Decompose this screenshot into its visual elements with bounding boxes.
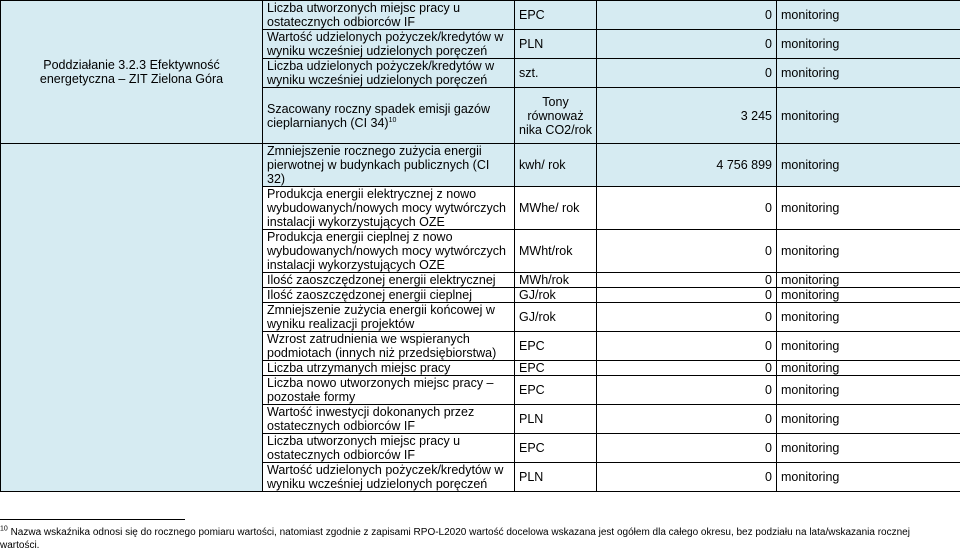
indicator-cell: Wartość udzielonych pożyczek/kredytów w wyniku wcześniej udzielonych poręczeń bbox=[263, 30, 515, 59]
value-cell: 0 bbox=[597, 59, 777, 88]
source-cell: monitoring bbox=[777, 463, 960, 492]
unit-cell: EPC bbox=[515, 1, 597, 30]
source-cell: monitoring bbox=[777, 273, 960, 288]
footnote bbox=[0, 526, 940, 552]
value-cell: 4 756 899 bbox=[597, 144, 777, 187]
value-cell: 0 bbox=[597, 463, 777, 492]
source-cell: monitoring bbox=[777, 434, 960, 463]
indicator-cell: Wartość udzielonych pożyczek/kredytów w wyniku wcześniej udzielonych poręczeń bbox=[263, 463, 515, 492]
source-cell: monitoring bbox=[777, 59, 960, 88]
source-cell: monitoring bbox=[777, 376, 960, 405]
indicator-cell: Wartość inwestycji dokonanych przez ostatecznych odbiorców IF bbox=[263, 405, 515, 434]
indicator-cell: Zmniejszenie zużycia energii końcowej w wyniku realizacji projektów bbox=[263, 303, 515, 332]
value-cell: 0 bbox=[597, 332, 777, 361]
indicator-text: Szacowany roczny spadek emisji gazów cieplarnianych (CI 34) bbox=[267, 102, 490, 130]
value-cell: 0 bbox=[597, 405, 777, 434]
indicator-cell: Wzrost zatrudnienia we wspieranych podmiotach (innych niż przedsiębiorstwa) bbox=[263, 332, 515, 361]
indicator-cell: Produkcja energii cieplnej z nowo wybudowanych/nowych mocy wytwórczych instalacji wykorzystujących OZE bbox=[263, 230, 515, 273]
indicator-cell: Liczba utworzonych miejsc pracy u ostatecznych odbiorców IF bbox=[263, 434, 515, 463]
source-cell: monitoring bbox=[777, 288, 960, 303]
source-cell: monitoring bbox=[777, 303, 960, 332]
source-cell: monitoring bbox=[777, 405, 960, 434]
footnote-ref: 10 bbox=[389, 116, 397, 123]
unit-cell: EPC bbox=[515, 361, 597, 376]
unit-cell: MWht/rok bbox=[515, 230, 597, 273]
value-cell: 0 bbox=[597, 30, 777, 59]
source-cell: monitoring bbox=[777, 230, 960, 273]
table-row bbox=[1, 144, 960, 187]
indicator-cell: Zmniejszenie rocznego zużycia energii pierwotnej w budynkach publicznych (CI 32) bbox=[263, 144, 515, 187]
source-cell: monitoring bbox=[777, 30, 960, 59]
left-empty-cell bbox=[1, 144, 263, 492]
unit-cell: EPC bbox=[515, 332, 597, 361]
unit-cell: Tony równoważ nika CO2/rok bbox=[515, 88, 597, 144]
unit-cell: szt. bbox=[515, 59, 597, 88]
value-cell: 0 bbox=[597, 288, 777, 303]
unit-cell: MWhe/ rok bbox=[515, 187, 597, 230]
footnote-text: Nazwa wskaźnika odnosi się do rocznego pomiaru wartości, natomiast zgodnie z zapisami RPO-L2020 wartość docelowa wskazana jest ogółem dla całego okresu, bez podziału na lata/wskazania rocznej wartości. bbox=[0, 527, 910, 551]
indicator-cell: Ilość zaoszczędzonej energii elektrycznej bbox=[263, 273, 515, 288]
footnote-marker: 10 bbox=[0, 526, 8, 533]
source-cell: monitoring bbox=[777, 187, 960, 230]
footnote-separator bbox=[0, 519, 185, 520]
indicator-cell: Liczba nowo utworzonych miejsc pracy – pozostałe formy bbox=[263, 376, 515, 405]
source-cell: monitoring bbox=[777, 1, 960, 30]
unit-cell: EPC bbox=[515, 376, 597, 405]
measure-label: Poddziałanie 3.2.3 Efektywność energetyczna – ZIT Zielona Góra bbox=[40, 58, 223, 86]
value-cell: 0 bbox=[597, 187, 777, 230]
unit-cell: kwh/ rok bbox=[515, 144, 597, 187]
value-cell: 0 bbox=[597, 1, 777, 30]
unit-cell: MWh/rok bbox=[515, 273, 597, 288]
indicator-cell: Liczba utrzymanych miejsc pracy bbox=[263, 361, 515, 376]
value-cell: 0 bbox=[597, 230, 777, 273]
table-row bbox=[1, 1, 960, 30]
unit-cell: PLN bbox=[515, 405, 597, 434]
value-cell: 0 bbox=[597, 273, 777, 288]
indicator-cell: Ilość zaoszczędzonej energii cieplnej bbox=[263, 288, 515, 303]
value-cell: 0 bbox=[597, 303, 777, 332]
source-cell: monitoring bbox=[777, 332, 960, 361]
value-cell: 0 bbox=[597, 434, 777, 463]
unit-cell: GJ/rok bbox=[515, 303, 597, 332]
left-label-cell bbox=[1, 1, 263, 144]
unit-cell: PLN bbox=[515, 463, 597, 492]
unit-cell: EPC bbox=[515, 434, 597, 463]
source-cell: monitoring bbox=[777, 88, 960, 144]
indicator-cell: Liczba udzielonych pożyczek/kredytów w wyniku wcześniej udzielonych poręczeń bbox=[263, 59, 515, 88]
indicator-cell bbox=[263, 88, 515, 144]
indicator-cell: Produkcja energii elektrycznej z nowo wybudowanych/nowych mocy wytwórczych instalacji wykorzystujących OZE bbox=[263, 187, 515, 230]
source-cell: monitoring bbox=[777, 144, 960, 187]
value-cell: 0 bbox=[597, 376, 777, 405]
indicator-cell: Liczba utworzonych miejsc pracy u ostatecznych odbiorców IF bbox=[263, 1, 515, 30]
unit-cell: GJ/rok bbox=[515, 288, 597, 303]
value-cell: 0 bbox=[597, 361, 777, 376]
unit-cell: PLN bbox=[515, 30, 597, 59]
value-cell: 3 245 bbox=[597, 88, 777, 144]
source-cell: monitoring bbox=[777, 361, 960, 376]
